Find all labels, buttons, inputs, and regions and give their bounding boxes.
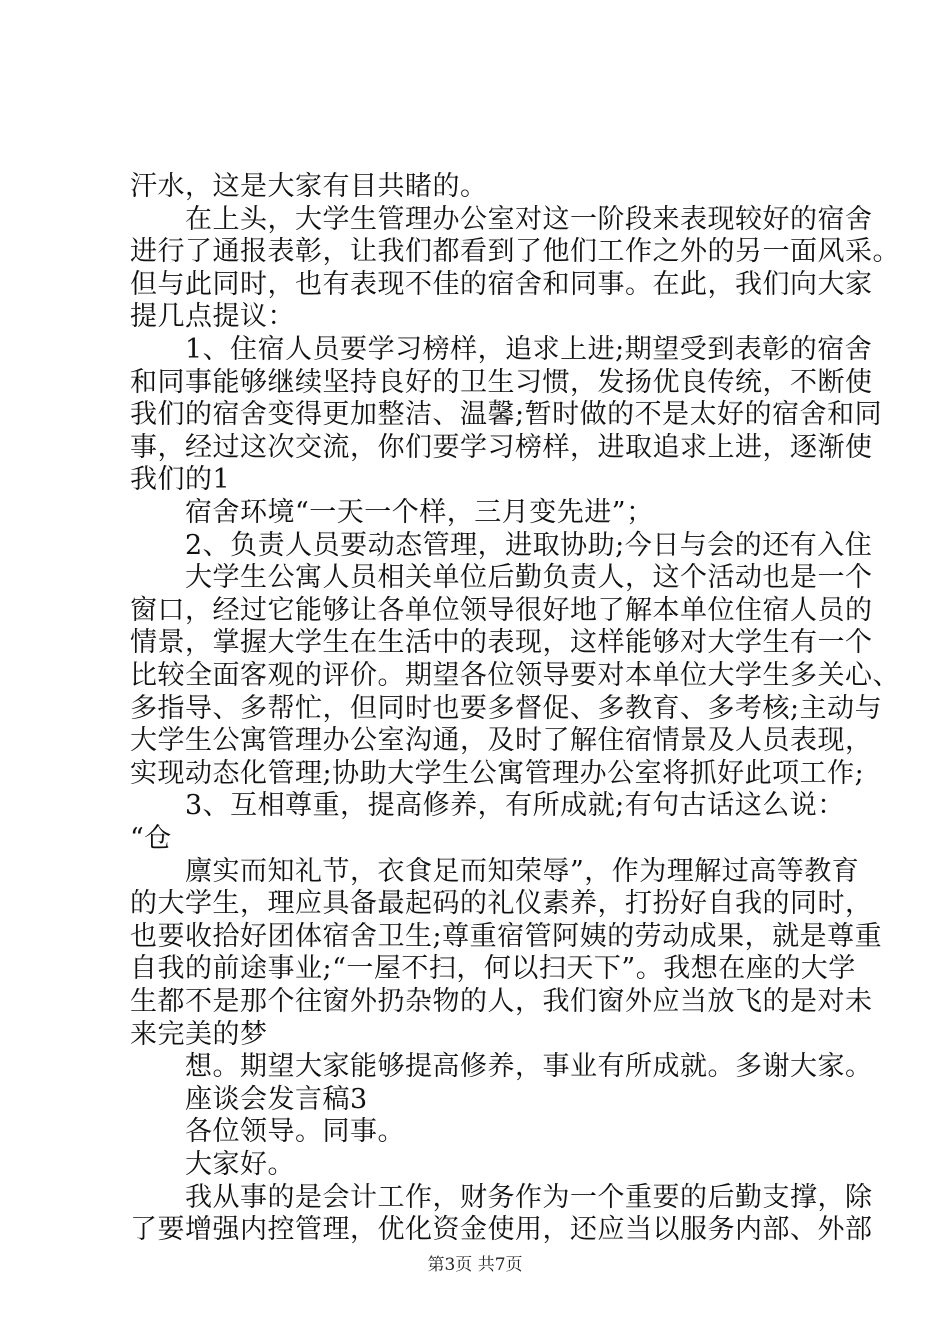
text-line: 3、互相尊重，提高修养，有所成就;有句古话这么说： — [130, 790, 845, 822]
text-line: 1、住宿人员要学习榜样，追求上进;期望受到表彰的宿舍 — [130, 334, 873, 365]
text-line: 我们的宿舍变得更加整洁、温馨;暂时做的不是太好的宿舍和同 — [130, 399, 883, 431]
text-line: 我们的1 — [130, 464, 231, 496]
text-line: 大学生公寓管理办公室沟通，及时了解住宿情景及人员表现， — [130, 725, 873, 757]
text-line: 也要收拾好团体宿舍卫生;尊重宿管阿姨的劳动成果，就是尊重 — [130, 920, 883, 952]
text-line: 生都不是那个往窗外扔杂物的人，我们窗外应当放飞的是对未 — [130, 986, 873, 1017]
text-line: 2、负责人员要动态管理，进取协助;今日与会的还有入住 — [130, 529, 873, 561]
text-line: 比较全面客观的评价。期望各位领导要对本单位大学生多关心、 — [130, 660, 900, 691]
text-line: 实现动态化管理;协助大学生公寓管理办公室将抓好此项工作; — [130, 757, 865, 789]
text-line: 想。期望大家能够提高修养，事业有所成就。多谢大家。 — [130, 1051, 873, 1083]
text-line: 汗水，这是大家有目共睹的。 — [130, 171, 488, 202]
text-line: 提几点提议： — [130, 301, 295, 333]
page-footer: 第3页 共7页 — [427, 1255, 523, 1275]
text-line: 和同事能够继续坚持良好的卫生习惯，发扬优良传统，不断使 — [130, 366, 873, 398]
text-line: 座谈会发言稿3 — [130, 1083, 368, 1115]
text-line: 在上头，大学生管理办公室对这一阶段来表现较好的宿舍 — [130, 203, 873, 235]
text-line: 宿舍环境“一天一个样，三月变先进”； — [130, 497, 654, 528]
text-line: 多指导、多帮忙，但同时也要多督促、多教育、多考核;主动与 — [130, 692, 883, 724]
text-line: 但与此同时，也有表现不佳的宿舍和同事。在此，我们向大家 — [130, 268, 873, 300]
text-line: 各位领导。同事。 — [130, 1116, 405, 1148]
text-line: 廪实而知礼节，衣食足而知荣辱”，作为理解过高等教育 — [130, 855, 860, 887]
text-line: 进行了通报表彰，让我们都看到了他们工作之外的另一面风采。 — [130, 236, 900, 268]
text-line: 窗口，经过它能够让各单位领导很好地了解本单位住宿人员的 — [130, 594, 873, 626]
text-line: 自我的前途事业;“一屋不扫，何以扫天下”。我想在座的大学 — [130, 953, 856, 985]
text-line: 情景，掌握大学生在生活中的表现，这样能够对大学生有一个 — [130, 627, 873, 659]
text-line: “仓 — [130, 823, 172, 854]
text-line: 来完美的梦 — [130, 1018, 268, 1050]
text-line: 我从事的是会计工作，财务作为一个重要的后勤支撑，除 — [130, 1181, 873, 1213]
text-line: 事，经过这次交流，你们要学习榜样，进取追求上进，逐渐使 — [130, 431, 873, 463]
text-line: 大家好。 — [130, 1149, 295, 1180]
text-line: 的大学生，理应具备最起码的礼仪素养，打扮好自我的同时， — [130, 888, 873, 920]
text-line: 了要增强内控管理，优化资金使用，还应当以服务内部、外部 — [130, 1214, 873, 1246]
text-line: 大学生公寓人员相关单位后勤负责人，这个活动也是一个 — [130, 562, 873, 594]
